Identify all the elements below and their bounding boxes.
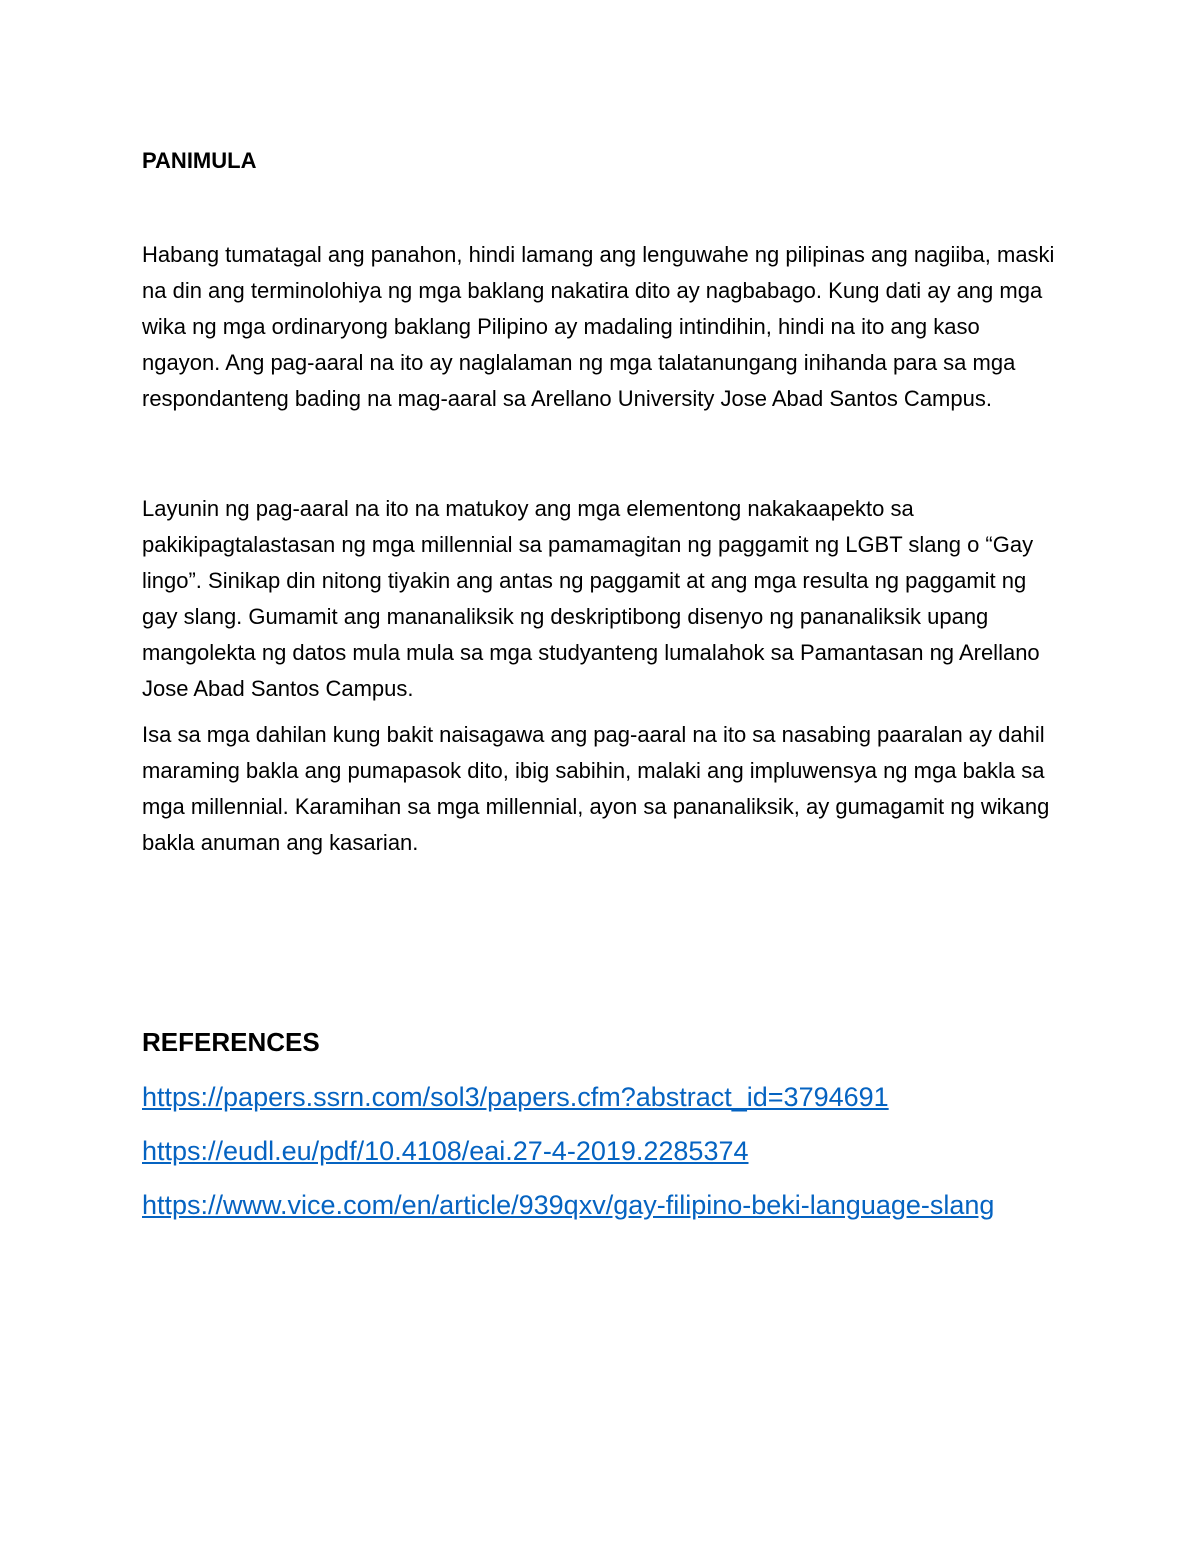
paragraph-objective: Layunin ng pag-aaral na ito na matukoy ang mga elementong nakakaapekto sa pakikipagtalastasan ng mga millennial sa pamamagitan ng paggamit ng LGBT slang o “Gay lingo”. Sinikap din nitong tiyakin ang antas ng paggamit at ang mga resulta ng paggamit ng gay slang. Gumamit ang mananaliksik ng deskriptibong disenyo ng pananaliksik upang mangolekta ng datos mula mula sa mga studyanteng lumalahok sa Pamantasan ng Arellano Jose Abad Santos Campus. — [142, 496, 1040, 701]
reference-item — [142, 1078, 1062, 1116]
section-heading-panimula: PANIMULA — [142, 148, 257, 173]
paragraph-rationale: Isa sa mga dahilan kung bakit naisagawa ang pag-aaral na ito sa nasabing paaralan ay dahil maraming bakla ang pumapasok dito, ibig sabihin, malaki ang impluwensya ng mga bakla sa mga millennial. Karamihan sa mga millennial, ayon sa pananaliksik, ay gumagamit ng wikang bakla anuman ang kasarian. — [142, 722, 1050, 855]
paragraph-intro: Habang tumatagal ang panahon, hindi lamang ang lenguwahe ng pilipinas ang nagiiba, maski na din ang terminolohiya ng mga baklang nakatira dito ay nagbabago. Kung dati ay ang mga wika ng mga ordinaryong baklang Pilipino ay madaling intindihin, hindi na ito ang kaso ngayon. Ang pag-aaral na ito ay naglalaman ng mga talatanungang inihanda para sa mga respondanteng bading na mag-aaral sa Arellano University Jose Abad Santos Campus. — [142, 242, 1055, 411]
reference-link-ssrn[interactable]: https://papers.ssrn.com/sol3/papers.cfm?abstract_id=3794691 — [142, 1082, 889, 1112]
document-body — [142, 143, 1062, 1224]
section-heading-references: REFERENCES — [142, 1027, 320, 1057]
reference-link-eudl[interactable]: https://eudl.eu/pdf/10.4108/eai.27-4-2019.2285374 — [142, 1136, 749, 1166]
reference-link-vice[interactable]: https://www.vice.com/en/article/939qxv/gay-filipino-beki-language-slang — [142, 1190, 995, 1220]
reference-item — [142, 1132, 1062, 1170]
reference-item — [142, 1186, 1062, 1224]
references-list — [142, 1078, 1062, 1224]
